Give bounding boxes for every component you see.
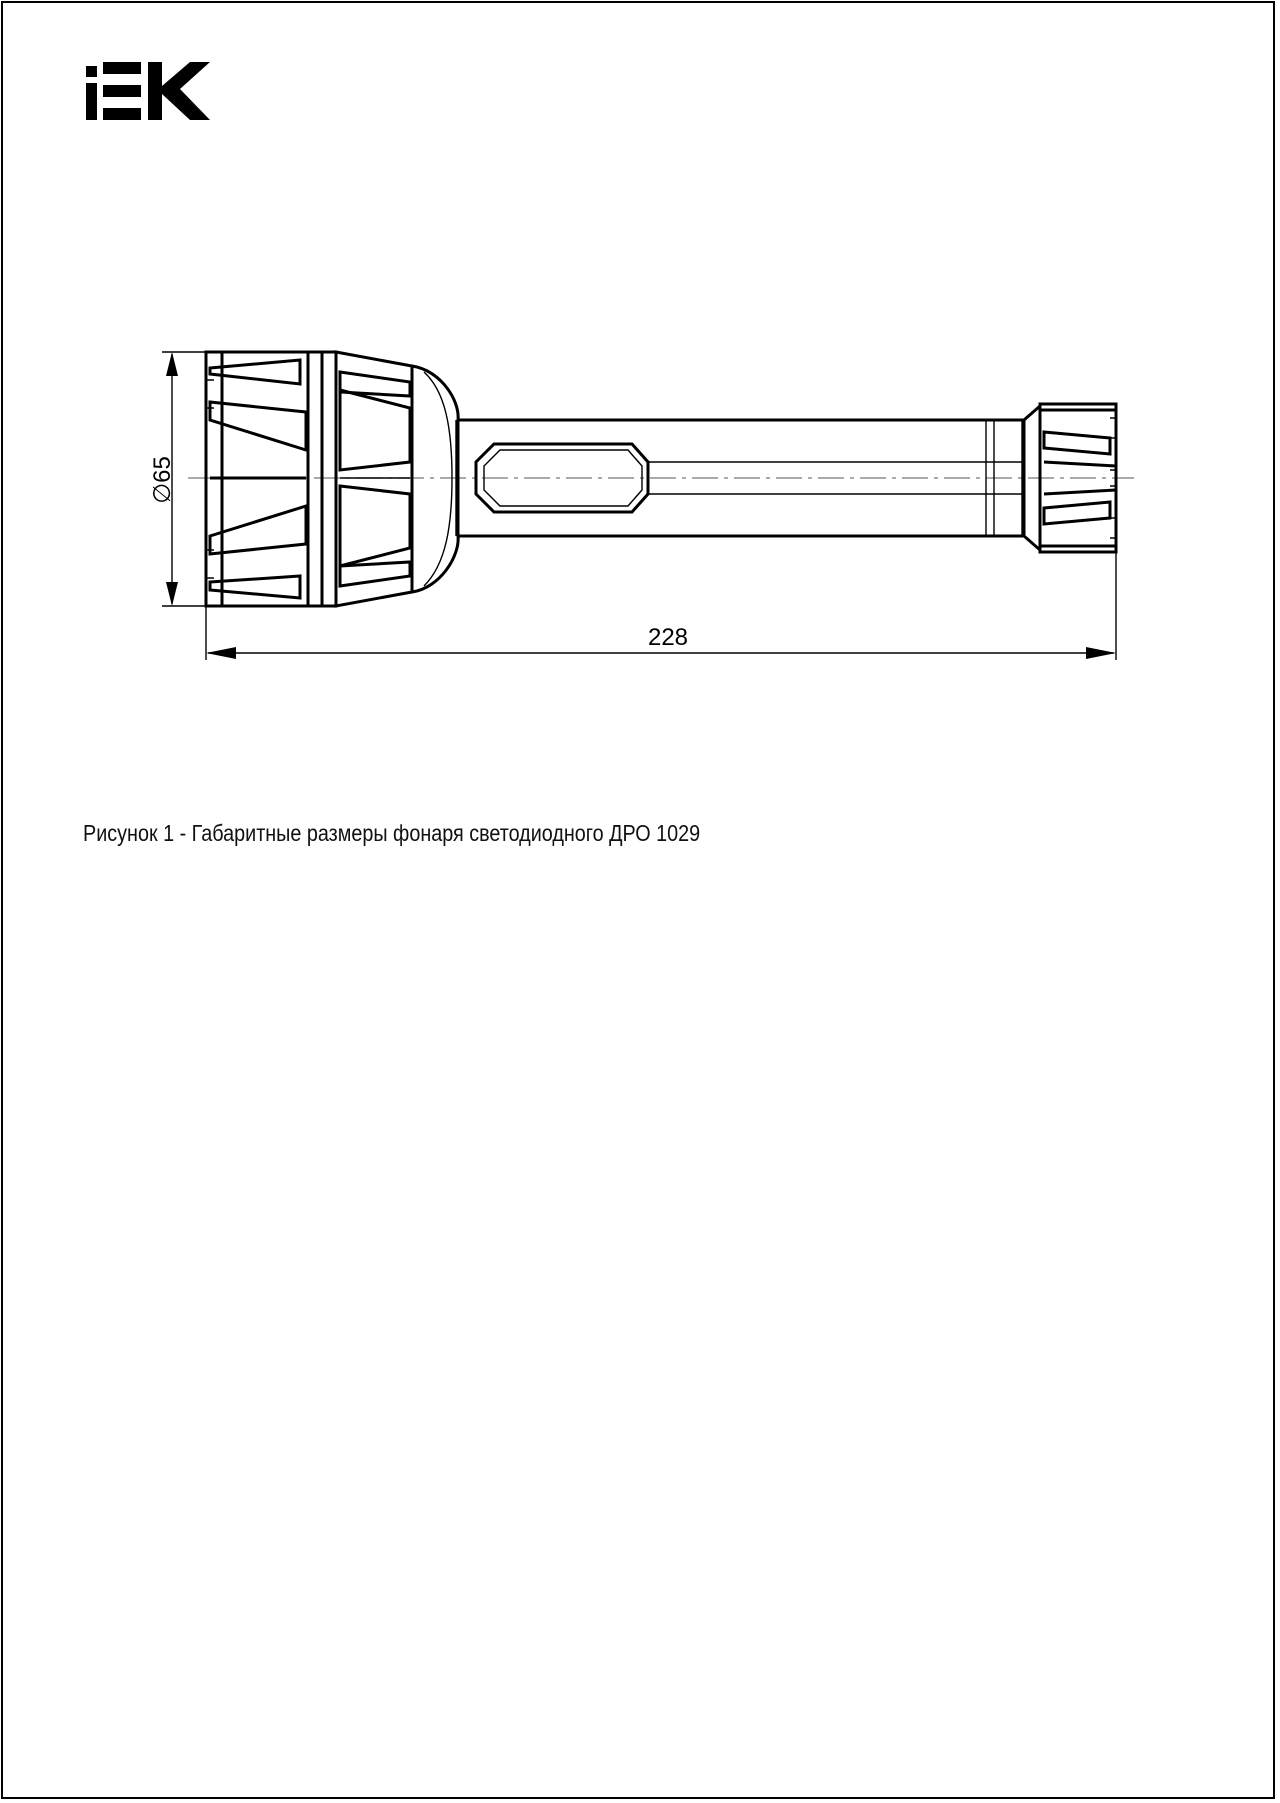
diameter-label: ∅65 <box>149 456 176 504</box>
figure-caption: Рисунок 1 - Габаритные размеры фонаря светодиодного ДРО 1029 <box>83 820 701 846</box>
reflector-housing <box>336 352 412 606</box>
flashlight-drawing <box>0 0 1280 700</box>
reflector-dome <box>412 366 458 592</box>
length-label: 228 <box>647 624 689 651</box>
